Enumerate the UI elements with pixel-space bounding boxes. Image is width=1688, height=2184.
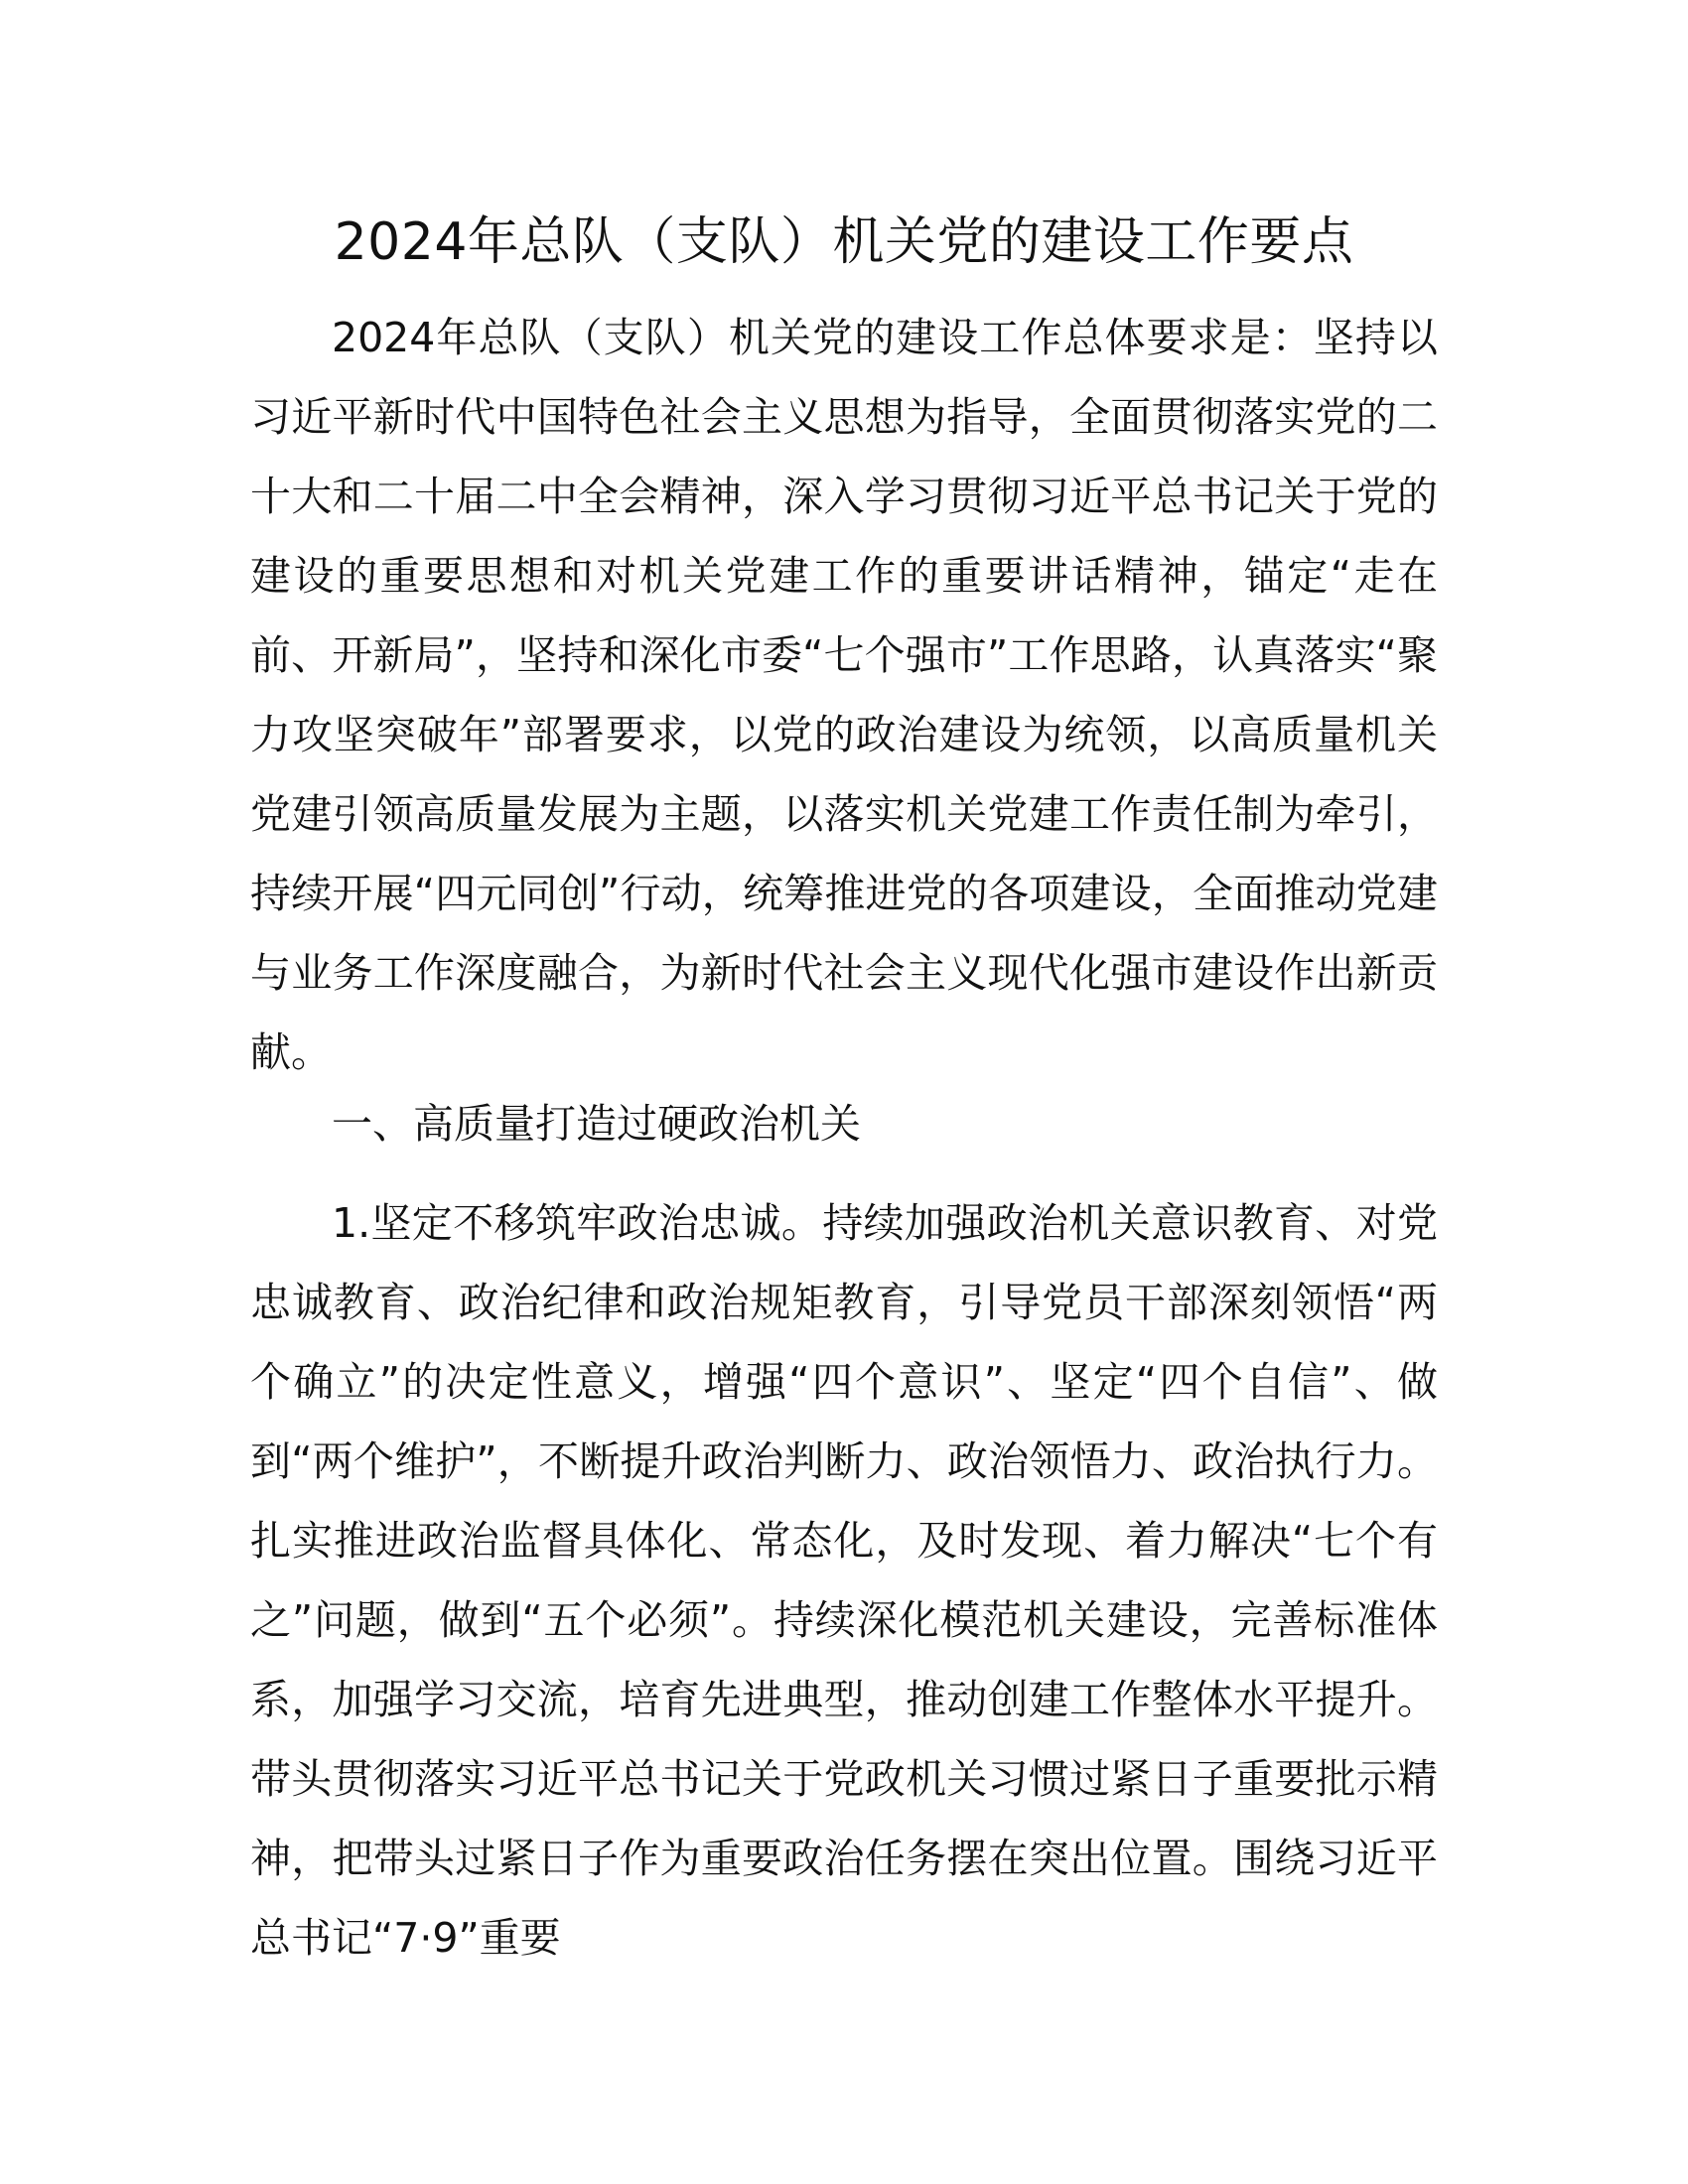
body-paragraph: 1.坚定不移筑牢政治忠诚。持续加强政治机关意识教育、对党忠诚教育、政治纪律和政治规矩教育，引导党员干部深刻领悟“两个确立”的决定性意义，增强“四个意识”、坚定“四个自信”、做到“两个维护”，不断提升政治判断力、政治领悟力、政治执行力。扎实推进政治监督具体化、常态化，及时发现、着力解决“七个有之”问题，做到“五个必须”。持续深化模范机关建设，完善标准体系，加强学习交流，培育先进典型，推动创建工作整体水平提升。带头贯彻落实习近平总书记关于党政机关习惯过紧日子重要批示精神，把带头过紧日子作为重要政治任务摆在突出位置。围绕习近平总书记“7·9”重要 <box>250 1199 1438 1962</box>
intro-paragraph: 2024年总队（支队）机关党的建设工作总体要求是：坚持以习近平新时代中国特色社会主义思想为指导，全面贯彻落实党的二十大和二十届二中全会精神，深入学习贯彻习近平总书记关于党的建设的重要思想和对机关党建工作的重要讲话精神，锚定“走在前、开新局”，坚持和深化市委“七个强市”工作思路，认真落实“聚力攻坚突破年”部署要求，以党的政治建设为统领，以高质量机关党建引领高质量发展为主题，以落实机关党建工作责任制为牵引，持续开展“四元同创”行动，统筹推进党的各项建设，全面推动党建与业务工作深度融合，为新时代社会主义现代化强市建设作出新贡献。 <box>250 314 1438 1076</box>
section-heading: 一、高质量打造过硬政治机关 <box>332 1100 861 1148</box>
document-title: 2024年总队（支队）机关党的建设工作要点 <box>334 212 1354 272</box>
